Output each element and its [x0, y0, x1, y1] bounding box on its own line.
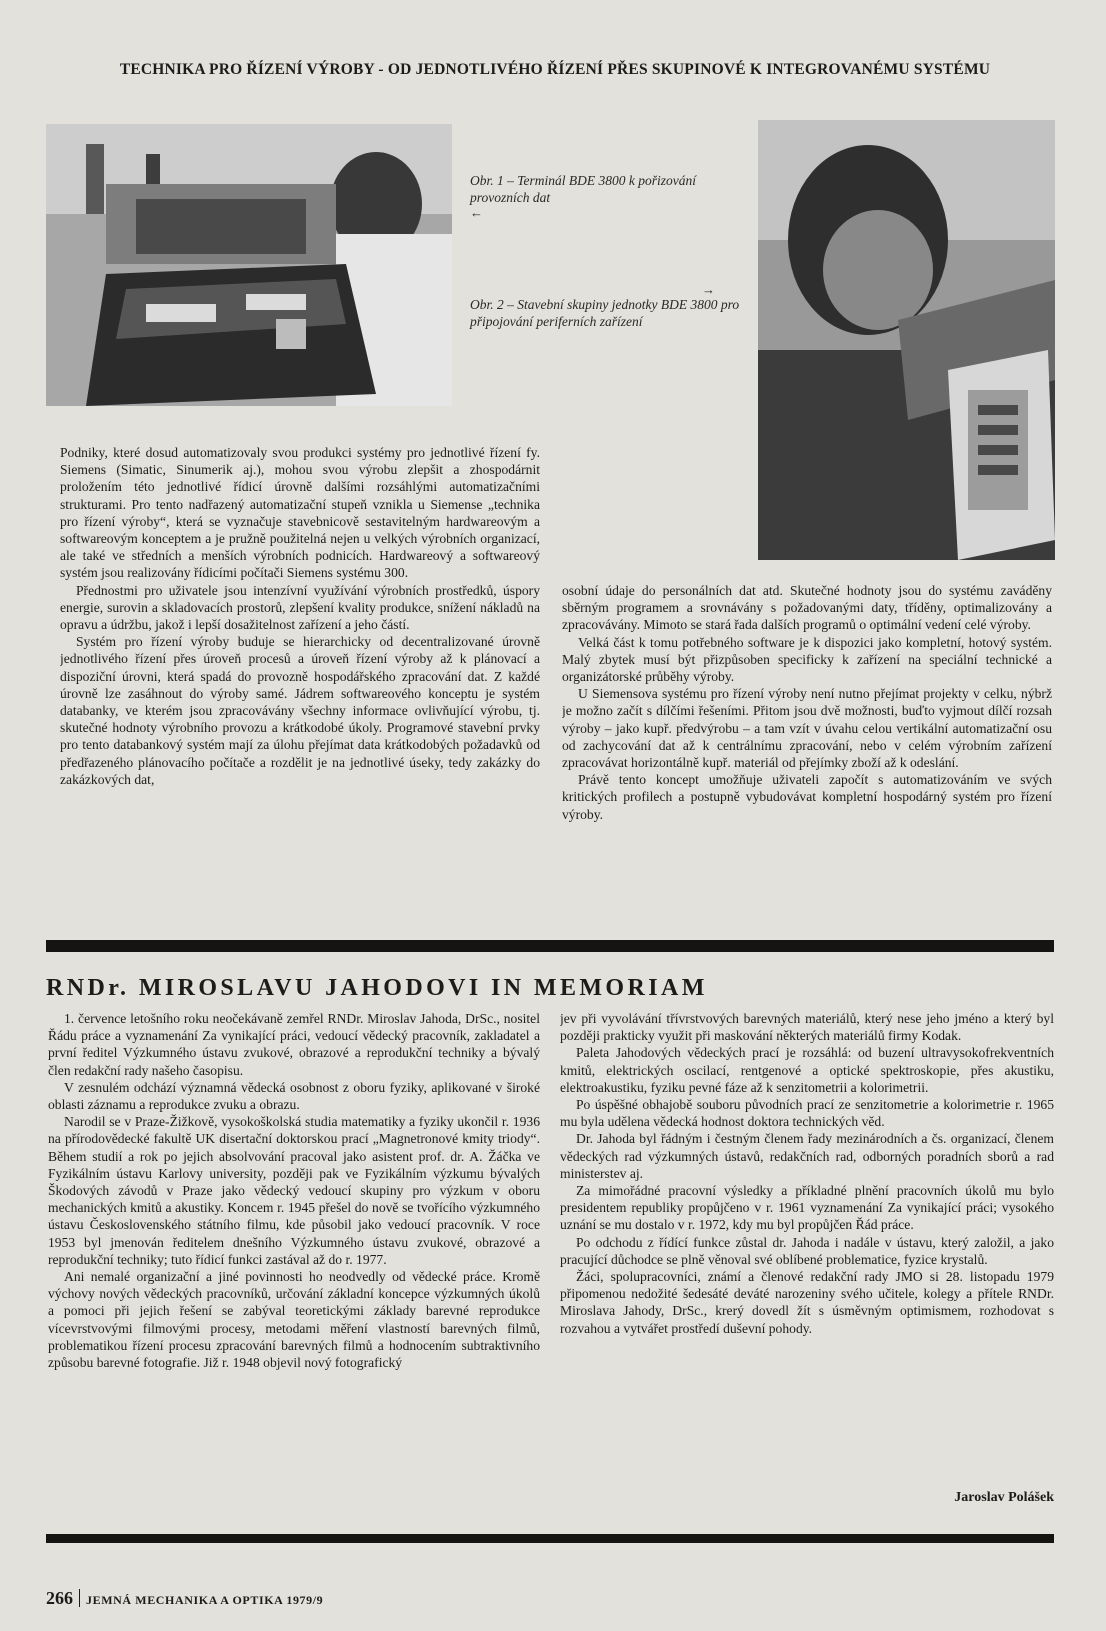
- photo-terminal-bde3800: [46, 124, 452, 406]
- photo2-caption-text: Obr. 2 – Stavební skupiny jednotky BDE 3800 pro připojování periferních zařízení: [470, 297, 740, 329]
- arrow-right-icon: →: [702, 282, 715, 297]
- memoriam-column-right: [560, 1010, 1054, 1480]
- memoriam-paragraph: V zesnulém odchází významná vědecká osobnost z oboru fyziky, aplikované v široké oblasti záznamu a reprodukce zvuku a obrazu.: [48, 1079, 540, 1113]
- journal-name: JEMNÁ MECHANIKA A OPTIKA 1979/9: [86, 1593, 324, 1607]
- article1-column-right: [562, 582, 1052, 902]
- article1-paragraph: Podniky, které dosud automatizovaly svou produkci systémy pro jednotlivé řízení fy. Siemens (Simatic, Sinumerik aj.), mohou svou výrobu zlepšit a zhospodárnit proložením této jednotlivé řídicí úrovně dalšími rozsáhlými automatizačními strukturami. Pro tento nadřazený automatizační stupeň vznikla u Siemense „technika pro řízení výroby“, která se vyznačuje stavebnicově sestavitelným hardwareovým a softwareovým konceptem a je pružně použitelná nejen u velkých výrobních organizací, ale také ve středních a menších výrobních podnicích. Hardwareový a softwareový systém jsou realizovány řídicími počítači Siemens systému 300.: [60, 445, 540, 581]
- author-signature: Jaroslav Polášek: [954, 1490, 1054, 1505]
- photo2-caption: [470, 283, 740, 330]
- memoriam-paragraph: Narodil se v Praze-Žižkově, vysokoškolská studia matematiky a fyziky ukončil r. 1936 na přírodovědecké fakultě UK disertační doktorskou prací „Magnetronové kmity triody“. Během studií a rok po jejich absolvování pracoval jako asistent prof. dr. A. Žáčka ve Fyzikálním ústavu Karlovy university, později pak ve Fyzikálním výzkumu bývalých Škodových závodů v Praze jako vědecký vedoucí skupiny pro výzkum v oboru mechanických kmitů a akustiky. Koncem r. 1945 přešel do nově se tvořícího výzkumného ústavu Československého státního filmu, kde působil jako vedoucí pracovník. V roce 1953 byl jmenován ředitelem dnešního Výzkumného ústavu zvukové, obrazové a reprodukční techniky; tuto řídicí funkci zastával až do r. 1977.: [48, 1114, 540, 1267]
- article1-paragraph: Právě tento koncept umožňuje uživateli započít s automatizováním ve svých kritických profilech a postupně vybudovávat kompletní hospodárný systém pro řízení výroby.: [562, 772, 1052, 822]
- page-footer: [46, 1588, 323, 1609]
- article1-paragraph: osobní údaje do personálních dat atd. Skutečné hodnoty jsou do systému zaváděny sběrným programem a srovnávány s požadovanými daty, tříděny, optimalizovány a zpracovávány. Mimoto se stará řada dalších programů o optimální vedení celé výroby.: [562, 583, 1052, 633]
- memoriam-paragraph: Paleta Jahodových vědeckých prací je rozsáhlá: od buzení ultravysokofrekventních kmitů, elektrických oscilací, rentgenové a optické spektroskopie, přes akustiku, elektroakustiku, fyziku pevné fáze až k senzitometrii a kolorimetrii.: [560, 1045, 1054, 1095]
- memoriam-paragraph: 1. července letošního roku neočekávaně zemřel RNDr. Miroslav Jahoda, DrSc., nositel Řádu práce a vyznamenání Za vynikající práci, vedoucí vědecký pracovník, zakladatel a první ředitel Výzkumného ústavu zvukové, obrazové a reprodukční techniky a bývalý člen redakční rady našeho časopisu.: [48, 1011, 540, 1078]
- memoriam-paragraph: Po úspěšné obhajobě souboru původních prací ze senzitometrie a kolorimetrie r. 1965 mu byla udělena vědecká hodnost doktora technických věd.: [560, 1097, 1054, 1130]
- article1-paragraph: Systém pro řízení výroby buduje se hierarchicky od decentralizované úrovně jednotlivého řízení přes úroveň procesů a úroveň řízení výroby až k plánovací a dispoziční úrovni, která spadá do provozně hospodářského zpracování dat. Z každé úrovně lze zasáhnout do výroby samé. Jádrem softwareového konceptu je systém databanky, ve kterém jsou zpracovávány všechny informace ovlivňující výrobu, tj. skutečné hodnoty výrobního provozu a krátkodobé úkoly. Programové stavební prvky pro tento databankový systém mají za úlohu přejímat data krátkodobých požadavků od předřazeného plánovacího počítače a rozdělit je na jednotlivé úseky, tedy zakázky do zakázkových dat,: [60, 634, 540, 787]
- article1-paragraph: Přednostmi pro uživatele jsou intenzívní využívání výrobních prostředků, úspory energie, surovin a skladovacích prostorů, zlepšení kvality produkce, snížení nákladů na opravu a údržbu, jakož i lepší dosažitelnost zařízení a jeho částí.: [60, 582, 540, 633]
- article1-paragraph: Velká část k tomu potřebného software je k dispozici jako kompletní, hotový systém. Malý zbytek musí být přizpůsoben specificky k zařízení na speciální technické a organizátorské průběhy výroby.: [562, 634, 1052, 685]
- article-headline: TECHNIKA PRO ŘÍZENÍ VÝROBY - OD JEDNOTLIVÉHO ŘÍZENÍ PŘES SKUPINOVÉ K INTEGROVANÉMU SYSTÉMU: [119, 61, 991, 78]
- memoriam-paragraph: Po odchodu z řídící funkce zůstal dr. Jahoda i nadále v ústavu, který založil, a jako pracující důchodce se plně věnoval své oblíbené problematice, fyzice krystalů.: [560, 1234, 1054, 1267]
- section-divider: [46, 940, 1054, 952]
- photo-bde3800-modules: [758, 120, 1055, 560]
- footer-separator: [79, 1589, 80, 1607]
- article1-column-left: [60, 444, 540, 906]
- memoriam-paragraph: jev při vyvolávání třívrstvových barevných materiálů, který nese jeho jméno a který byl později prakticky využit při maskování některých materiálů firmy Kodak.: [560, 1011, 1054, 1044]
- memoriam-column-left: [48, 1010, 540, 1522]
- memoriam-headline: RNDr. MIROSLAVU JAHODOVI IN MEMORIAM: [46, 975, 708, 1001]
- article1-paragraph: U Siemensova systému pro řízení výroby není nutno přejímat projekty v celku, nýbrž je možno začít s dílčími řešeními. Přitom jsou dvě možnosti, buďto vyjmout dílčí rozsah výroby – jako kupř. předvýrobu – a tam vzít v úvahu celou vertikální automatizační osu od zachycování dat až k centrálnímu zpracování, nebo v celém výrobním zařízení zpracovávat horizontálně kupř. materiál od přejímky zboží až k odeslání.: [562, 686, 1052, 771]
- photo1-caption-text: Obr. 1 – Terminál BDE 3800 k pořizování provozních dat: [470, 173, 697, 205]
- memoriam-paragraph: Za mimořádné pracovní výsledky a příkladné plnění pracovních úkolů mu bylo presidentem republiky propůjčeno v r. 1961 vyznamenání Za vynikající práci; vysokého uznání se mu dostalo v r. 1972, kdy mu byl propůjčen Řád práce.: [560, 1183, 1054, 1233]
- arrow-left-icon: ←: [470, 205, 483, 220]
- memoriam-paragraph: Dr. Jahoda byl řádným i čestným členem řady mezinárodních a čs. organizací, členem vědeckých rad výzkumných ústavů, redakčních rad, odborných poradních sborů a rad ministerstev aj.: [560, 1131, 1054, 1181]
- memoriam-paragraph: Žáci, spolupracovníci, známí a členové redakční rady JMO si 28. listopadu 1979 připomenou nedožité šedesáté deváté narozeniny svého učitele, kolegy a přítele RNDr. Miroslava Jahody, DrSc., krerý dovedl žít s úsměvným optimismem, rozhodovat s rozvahou a vytvářet prostředí duševní pohody.: [560, 1269, 1054, 1336]
- memoriam-paragraph: Ani nemalé organizační a jiné povinnosti ho neodvedly od vědecké práce. Kromě výchovy nových vědeckých pracovníků, určování základní koncepce výzkumných úkolů a pomoci při jejich řešení se zabýval teoretickými základy barevné reprodukce vícevrstvovými filmovými procesy, metodami měření vlastností barevných filmů, problematikou řízení procesu zpracování barevných filmů a hodnocením subtraktivního způsobu barevné fotografie. Již r. 1948 objevil nový fotografický: [48, 1269, 540, 1371]
- photo1-caption: [470, 172, 740, 219]
- footer-divider: [46, 1534, 1054, 1543]
- page-number: 266: [46, 1588, 73, 1608]
